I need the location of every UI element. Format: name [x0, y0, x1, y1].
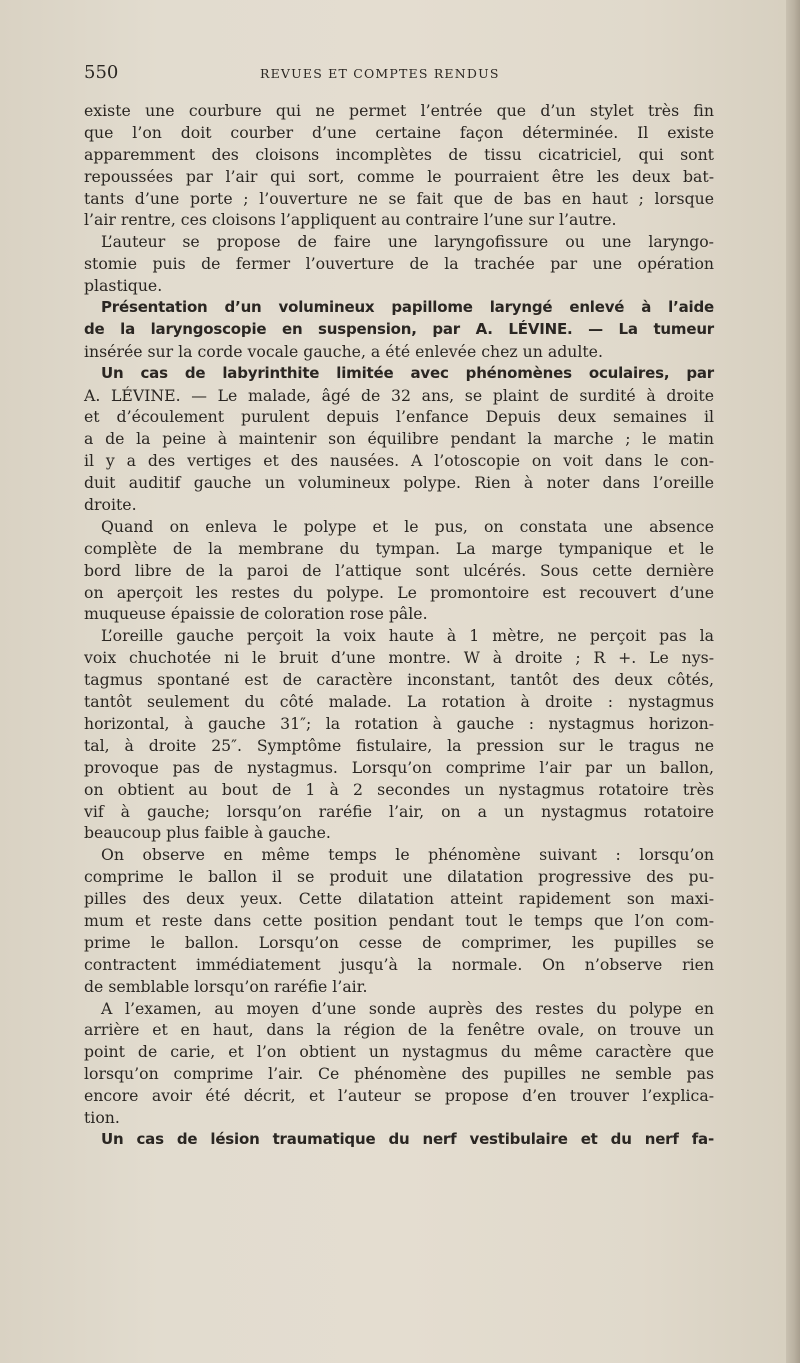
text-line: A. LÉVINE. — Le malade, âgé de 32 ans, se plaint de surdité à droite	[84, 385, 714, 405]
text-line: duit auditif gauche un volumineux polype. Rien à noter dans l’oreille	[84, 473, 714, 493]
text-line: point de carie, et l’on obtient un nystagmus du même caractère que	[84, 1042, 714, 1062]
text-line: que l’on doit courber d’une certaine façon déterminée. Il existe	[84, 122, 714, 142]
text-line: provoque pas de nystagmus. Lorsqu’on comprime l’air par un ballon,	[84, 757, 714, 777]
text-line: repoussées par l’air qui sort, comme le pourraient être les deux bat-	[84, 166, 714, 186]
text-line: horizontal, à gauche 31″; la rotation à gauche : nystagmus horizon-	[84, 713, 714, 733]
text-line: A l’examen, au moyen d’une sonde auprès des restes du polype en	[101, 998, 714, 1018]
section-heading-line: de la laryngoscopie en suspension, par A. LÉVINE. — La tumeur	[84, 319, 714, 338]
text-line: vif à gauche; lorsqu’on raréfie l’air, on a un nystagmus rotatoire	[84, 801, 714, 821]
text-line: muqueuse épaissie de coloration rose pâle.	[84, 604, 428, 624]
page-header	[84, 62, 716, 86]
page-number: 550	[84, 62, 119, 83]
text-line: encore avoir été décrit, et l’auteur se propose d’en trouver l’explica-	[84, 1086, 714, 1106]
text-line: pilles des deux yeux. Cette dilatation atteint rapidement son maxi-	[84, 889, 714, 909]
text-line: contractent immédiatement jusqu’à la normale. On n’observe rien	[84, 954, 714, 974]
text-line: on aperçoit les restes du polype. Le promontoire est recouvert d’une	[84, 582, 714, 602]
text-line: voix chuchotée ni le bruit d’une montre. W à droite ; R +. Le nys-	[84, 648, 714, 668]
text-line: bord libre de la paroi de l’attique sont ulcérés. Sous cette dernière	[84, 560, 714, 580]
text-line: Quand on enleva le polype et le pus, on constata une absence	[101, 516, 714, 536]
text-line: tants d’une porte ; l’ouverture ne se fait que de bas en haut ; lorsque	[84, 188, 714, 208]
page-edge	[786, 0, 800, 1363]
text-line: beaucoup plus faible à gauche.	[84, 823, 331, 843]
running-title: REVUES ET COMPTES RENDUS	[260, 66, 500, 81]
text-line: tal, à droite 25″. Symptôme fistulaire, la pression sur le tragus ne	[84, 735, 714, 755]
text-line: droite.	[84, 495, 137, 515]
text-line: arrière et en haut, dans la région de la fenêtre ovale, on trouve un	[84, 1020, 714, 1040]
text-line: de semblable lorsqu’on raréfie l’air.	[84, 976, 368, 996]
text-line: On observe en même temps le phénomène suivant : lorsqu’on	[101, 845, 714, 865]
text-line: apparemment des cloisons incomplètes de tissu cicatriciel, qui sont	[84, 144, 714, 164]
text-line: a de la peine à maintenir son équilibre pendant la marche ; le matin	[84, 429, 714, 449]
text-line: mum et reste dans cette position pendant tout le temps que l’on com-	[84, 910, 714, 930]
text-line: il y a des vertiges et des nausées. A l’otoscopie on voit dans le con-	[84, 451, 714, 471]
text-line: lorsqu’on comprime l’air. Ce phénomène des pupilles ne semble pas	[84, 1064, 714, 1084]
text-line: L’oreille gauche perçoit la voix haute à 1 mètre, ne perçoit pas la	[101, 626, 714, 646]
text-line: on obtient au bout de 1 à 2 secondes un nystagmus rotatoire très	[84, 779, 714, 799]
text-line: complète de la membrane du tympan. La marge tympanique et le	[84, 538, 714, 558]
text-line: plastique.	[84, 276, 163, 296]
text-line: tion.	[84, 1107, 120, 1127]
text-line: l’air rentre, ces cloisons l’appliquent au contraire l’une sur l’autre.	[84, 210, 617, 230]
text-line: tagmus spontané est de caractère inconstant, tantôt des deux côtés,	[84, 670, 714, 690]
section-heading-line: Présentation d’un volumineux papillome laryngé enlevé à l’aide	[101, 298, 714, 317]
text-line: tantôt seulement du côté malade. La rotation à droite : nystagmus	[84, 692, 714, 712]
section-heading-line: Un cas de labyrinthite limitée avec phénomènes oculaires, par	[101, 363, 714, 382]
text-line: prime le ballon. Lorsqu’on cesse de comprimer, les pupilles se	[84, 932, 714, 952]
text-line: comprime le ballon il se produit une dilatation progressive des pu-	[84, 867, 714, 887]
section-heading-line: Un cas de lésion traumatique du nerf vestibulaire et du nerf fa-	[101, 1129, 714, 1148]
text-line: insérée sur la corde vocale gauche, a été enlevée chez un adulte.	[84, 341, 603, 361]
text-line: existe une courbure qui ne permet l’entrée que d’un stylet très fin	[84, 101, 714, 120]
text-line: stomie puis de fermer l’ouverture de la trachée par une opération	[84, 254, 714, 274]
text-line: L’auteur se propose de faire une laryngofissure ou une laryngo-	[101, 232, 714, 252]
article-text	[84, 100, 714, 1151]
text-line: et d’écoulement purulent depuis l’enfance Depuis deux semaines il	[84, 407, 714, 427]
